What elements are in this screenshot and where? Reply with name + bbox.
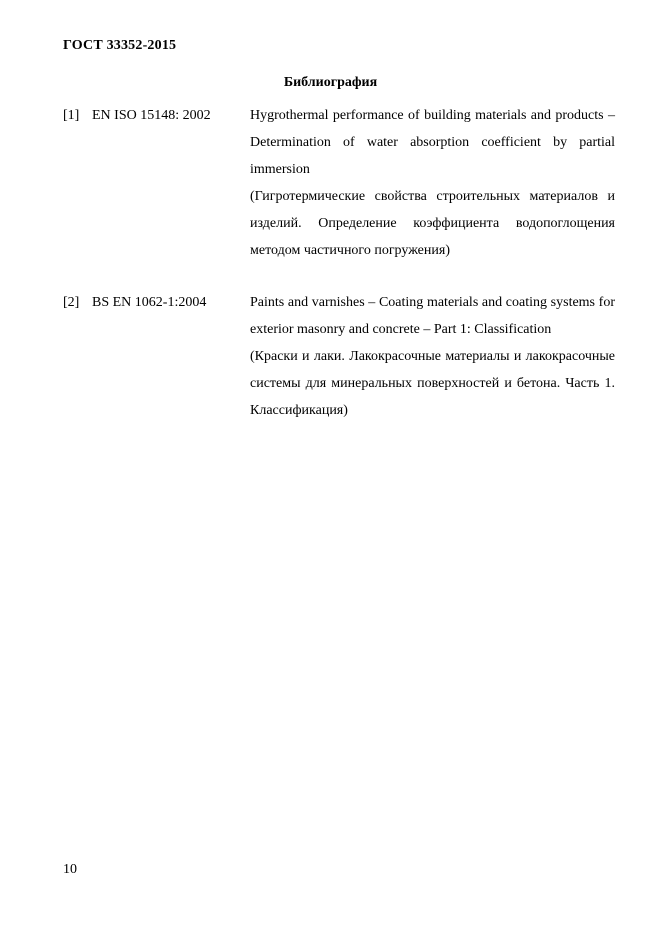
- entry-title-ru: (Гигротермические свойства строительных материалов и изделий. Определение коэффициента водопоглощения методом частичного погружения): [250, 189, 615, 258]
- entry-standard-code: EN ISO 15148: 2002: [92, 108, 211, 123]
- page-number: 10: [63, 862, 77, 877]
- entry-text: [250, 289, 615, 424]
- entry-number: [1]: [63, 108, 80, 123]
- entry-number: [2]: [63, 295, 80, 310]
- entry-title-ru: (Краски и лаки. Лакокрасочные материалы и лакокрасочные системы для минеральных поверхностей и бетона. Часть 1. Классификация): [250, 349, 615, 418]
- entry-standard-code: BS EN 1062-1:2004: [92, 295, 207, 310]
- entry-text: [250, 102, 615, 264]
- section-title: Библиография: [283, 75, 378, 90]
- entry-title-en: Paints and varnishes – Coating materials and coating systems for exterior masonry and concrete – Part 1: Classification: [250, 295, 615, 337]
- document-header: ГОСТ 33352-2015: [63, 38, 177, 53]
- entry-title-en: Hygrothermal performance of building materials and products – Determination of water absorption coefficient by partial immersion: [250, 108, 615, 177]
